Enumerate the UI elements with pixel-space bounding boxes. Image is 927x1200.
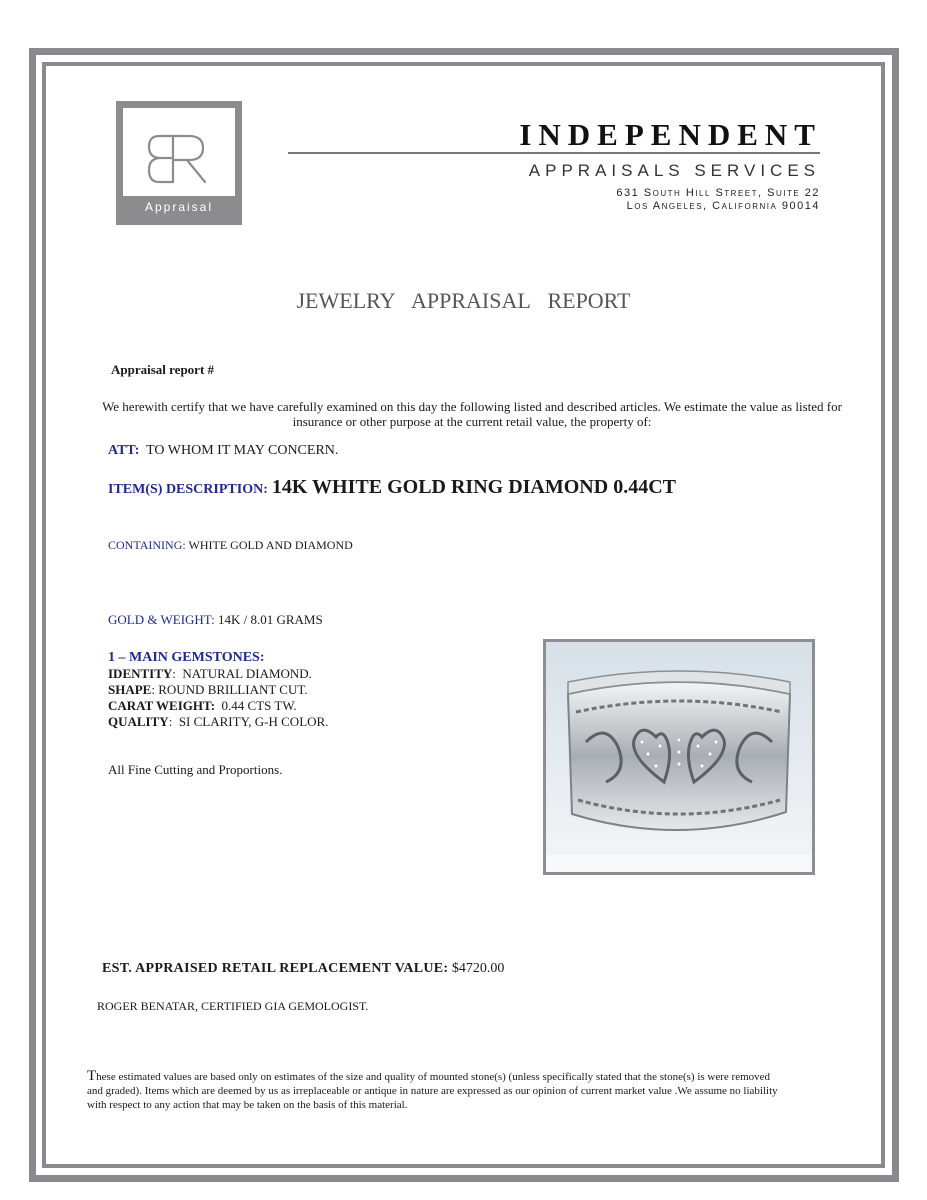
ring-image-icon (546, 642, 812, 872)
disclaimer-initial: T (87, 1068, 97, 1084)
quality-line: QUALITY: SI CLARITY, G-H COLOR. (108, 714, 329, 729)
shape-line: SHAPE: ROUND BRILLIANT CUT. (108, 682, 308, 697)
identity-value: NATURAL DIAMOND. (182, 666, 312, 681)
company-logo (116, 101, 242, 225)
carat-line (108, 698, 328, 714)
carat-label: CARAT WEIGHT: (108, 698, 216, 713)
disclaimer-text (87, 1069, 787, 1112)
containing-value: WHITE GOLD AND DIAMOND (188, 538, 353, 552)
company-name: INDEPENDENT (519, 117, 822, 152)
item-value: 14K WHITE GOLD RING DIAMOND 0.44CT (271, 476, 676, 498)
quality-label: QUALITY (108, 714, 169, 729)
address-line-1: 631 South Hill Street, Suite 22 (616, 187, 820, 199)
er-monogram-icon (145, 130, 215, 188)
fine-cutting-note: All Fine Cutting and Proportions. (108, 762, 283, 777)
ring-photo (543, 639, 815, 875)
report-title: JEWELRY APPRAISAL REPORT (296, 288, 631, 313)
att-value: TO WHOM IT MAY CONCERN. (146, 443, 339, 458)
identity-label: IDENTITY (108, 666, 173, 681)
gemologist-signature: ROGER BENATAR, CERTIFIED GIA GEMOLOGIST. (97, 999, 369, 1013)
containing-line (108, 538, 353, 553)
disclaimer-body: hese estimated values are based only on estimates of the size and quality of mounted stone(s) (unless specifically stated that the stone(s) is were removed and graded). Items which are deemed by us as irreplaceable or antique in nature are expressed as our opinion of current market value .We assume no liability with respect to any action that may be taken on the basis of this material. (87, 1071, 778, 1111)
address-line-2: Los Angeles, California 90014 (626, 200, 820, 212)
gold-label: GOLD & WEIGHT: (108, 612, 215, 627)
value-label: EST. APPRAISED RETAIL REPLACEMENT VALUE: (102, 961, 449, 976)
identity-line: IDENTITY: NATURAL DIAMOND. (108, 666, 312, 681)
gemstones-heading: 1 – MAIN GEMSTONES: (108, 650, 265, 665)
item-description (108, 476, 676, 499)
gemstones-section (108, 650, 328, 730)
gold-value: 14K / 8.01 GRAMS (217, 612, 323, 627)
logo-appraisal-label: Appraisal (123, 196, 235, 218)
att-label: ATT: (108, 443, 140, 458)
shape-value: ROUND BRILLIANT CUT. (158, 682, 308, 697)
report-number-label: Appraisal report # (111, 362, 215, 377)
certification-text: We herewith certify that we have carefully examined on this day the following listed and described articles. We estimate the value as listed for insurance or other purpose at the current retail value, the property of: (102, 399, 842, 429)
carat-value: 0.44 CTS TW. (221, 698, 297, 713)
quality-value: SI CLARITY, G-H COLOR. (178, 714, 329, 729)
appraised-value-line (102, 961, 504, 977)
company-subtitle: APPRAISALS SERVICES (528, 161, 820, 180)
item-label: ITEM(S) DESCRIPTION: (108, 482, 268, 497)
header-divider (288, 152, 820, 154)
containing-label: CONTAINING: (108, 538, 186, 552)
shape-label: SHAPE (108, 682, 152, 697)
company-address (616, 187, 820, 213)
gold-weight-line (108, 612, 323, 628)
attention-line (108, 443, 338, 459)
value-amount: $4720.00 (451, 961, 505, 976)
